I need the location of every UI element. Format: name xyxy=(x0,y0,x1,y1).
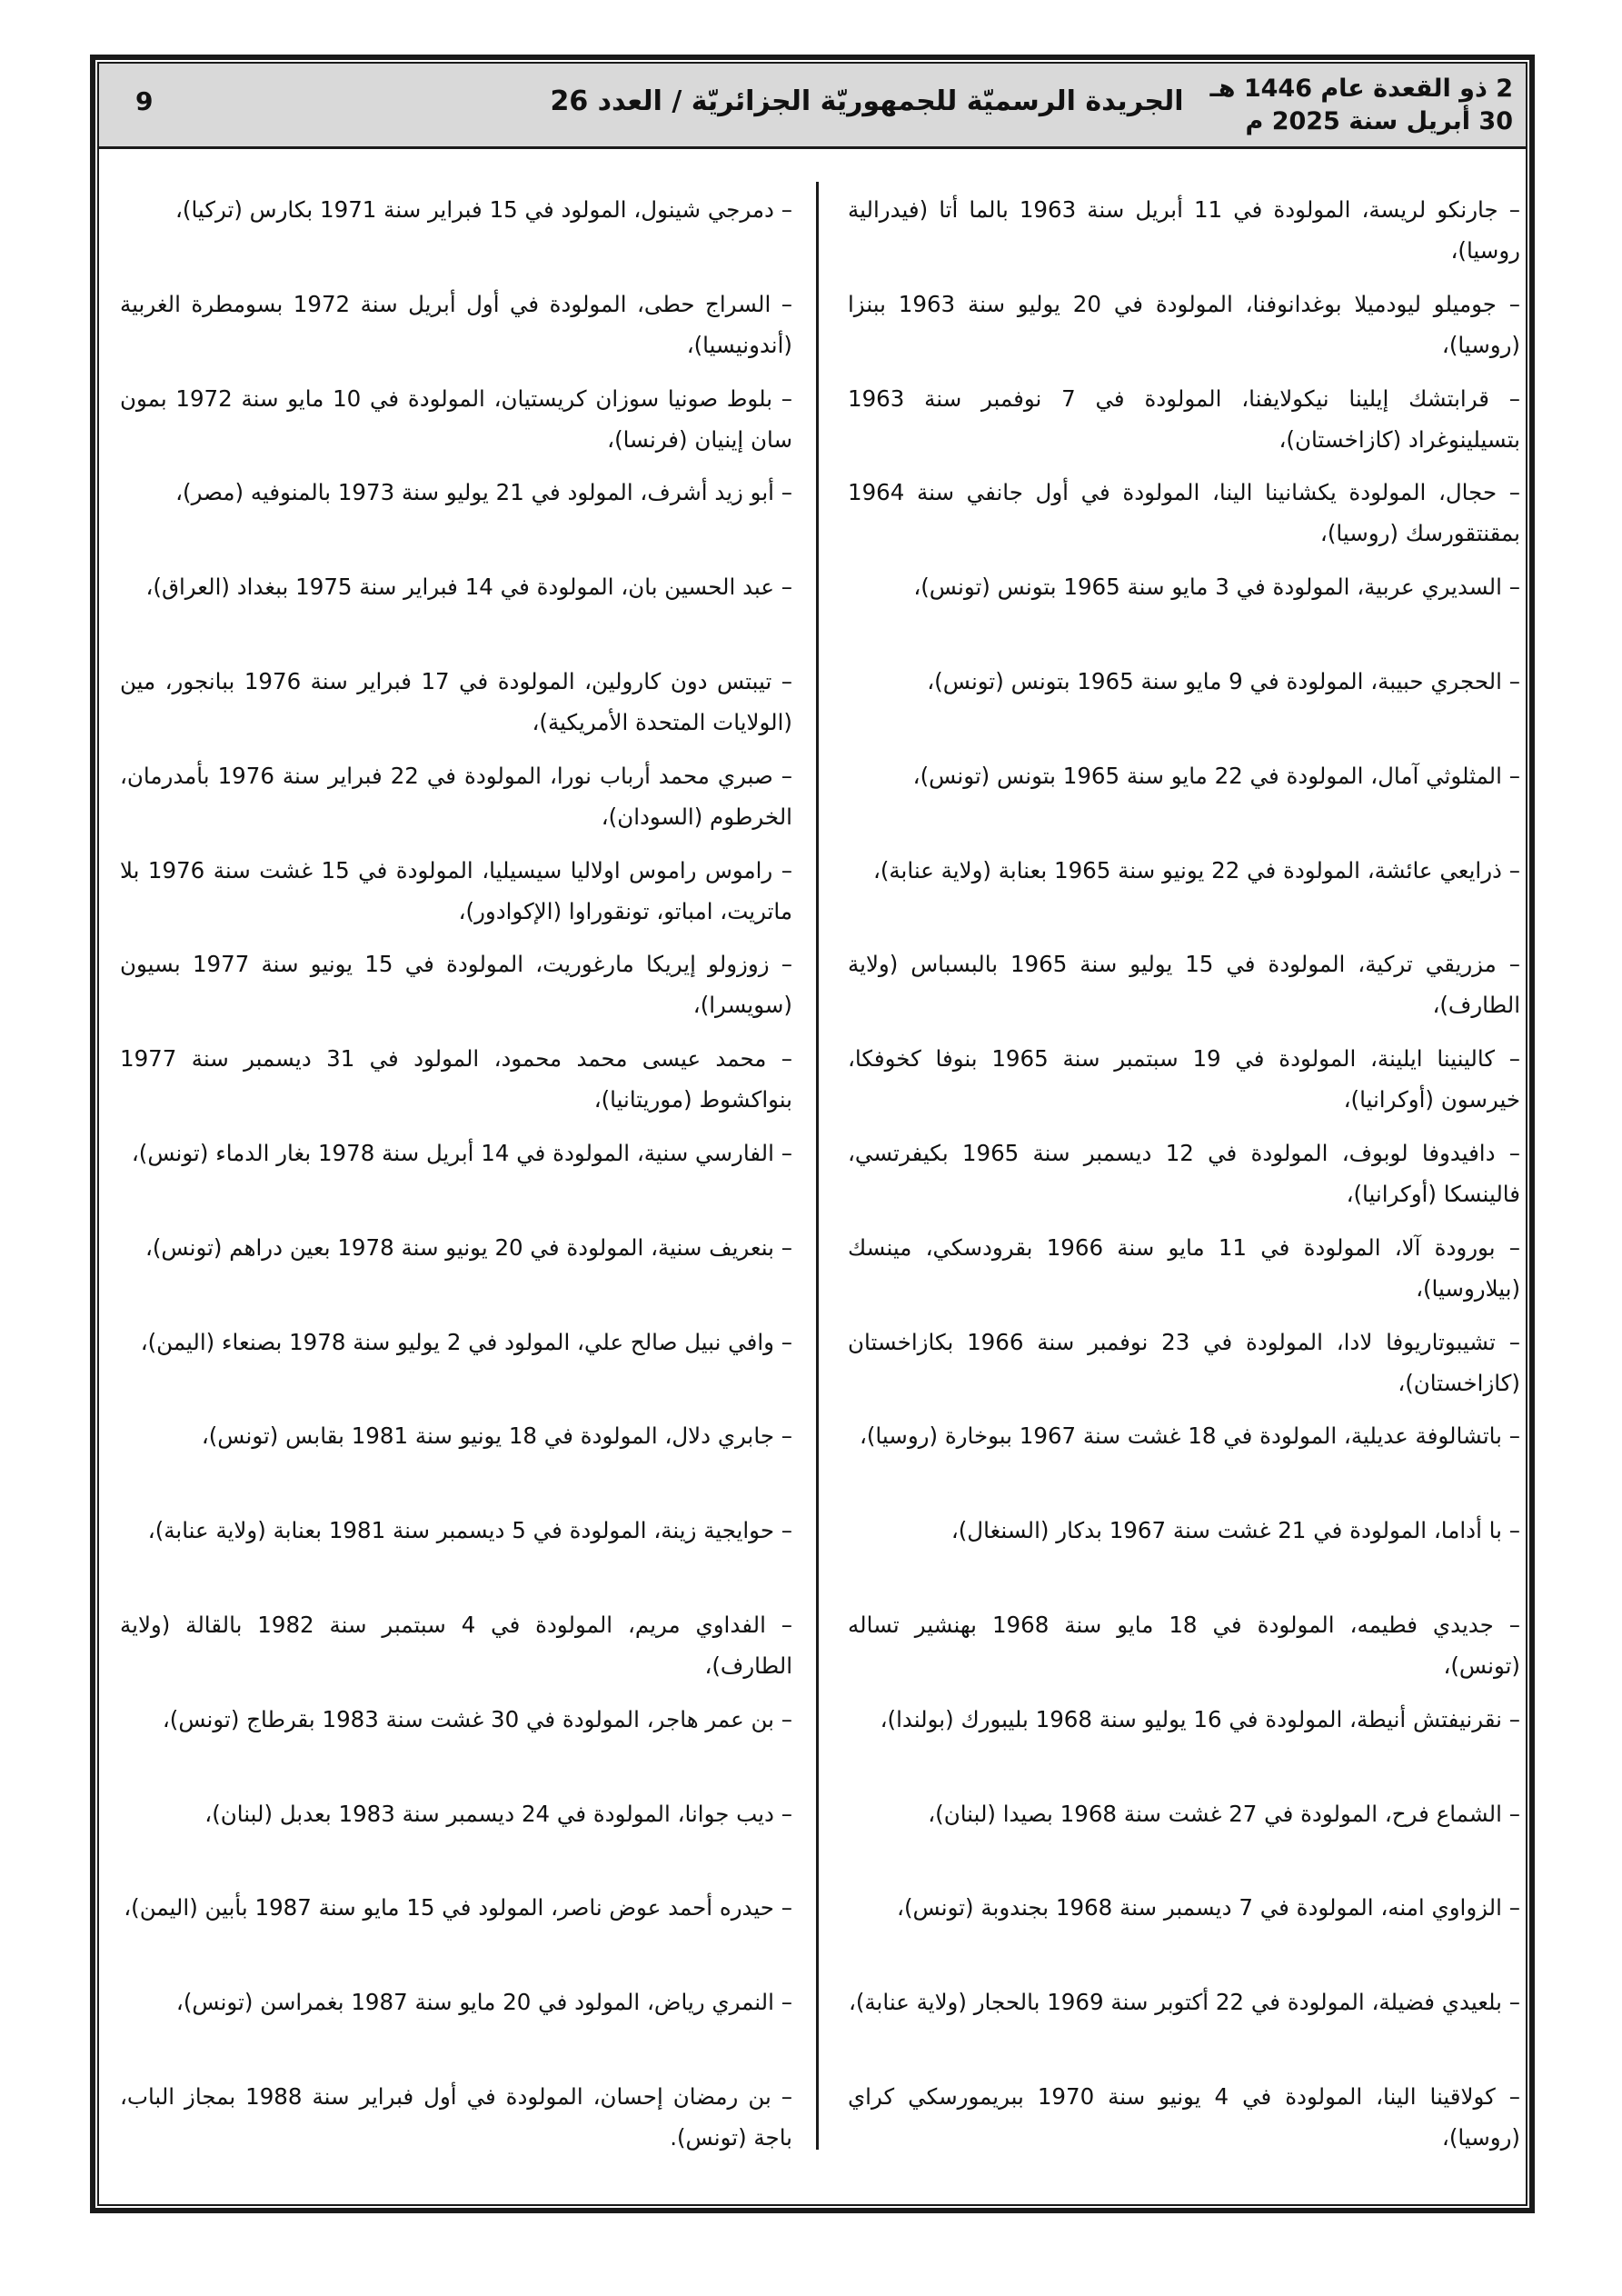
list-item: – حجال، المولودة يكشانينا الينا، المولودة في أول جانفي سنة 1964 بمقنتقورسك (روسيا)، xyxy=(848,479,1520,547)
list-item: – باتشالوفة عديلية، المولودة في 18 غشت سنة 1967 ببوخارة (روسيا)، xyxy=(859,1423,1520,1450)
list-item: – بن رمضان إحسان، المولودة في أول فبراير سنة 1988 بمجاز الباب، باجة (تونس). xyxy=(120,2082,792,2151)
list-item: – وافي نبيل صالح علي، المولود في 2 يوليو سنة 1978 بصنعاء (اليمن)، xyxy=(140,1328,792,1355)
list-item: – كولاقينا الينا، المولودة في 4 يونيو سنة 1970 ببريمورسكي كراي (روسيا)، xyxy=(848,2082,1520,2151)
page-number: 9 xyxy=(135,86,154,116)
list-item: – بلوط صونيا سوزان كريستيان، المولودة في 10 مايو سنة 1972 بمون سان إينيان (فرنسا)، xyxy=(120,384,792,453)
list-item: – النمري رياض، المولود في 20 مايو سنة 1987 بغمراسن (تونس)، xyxy=(175,1989,792,2016)
list-item: – جارنكو لريسة، المولودة في 11 أبريل سنة 1963 بالما أتا (فيدرالية روسيا)، xyxy=(848,196,1520,264)
list-item: – تيبتس دون كارولين، المولودة في 17 فبراير سنة 1976 ببانجور، مين (الولايات المتحدة الأمريكية)، xyxy=(120,667,792,735)
list-item: – الفداوي مريم، المولودة في 4 سبتمبر سنة 1982 بالقالة (ولاية الطارف)، xyxy=(120,1611,792,1679)
list-item: – الفارسي سنية، المولودة في 14 أبريل سنة 1978 بغار الدماء (تونس)، xyxy=(131,1139,792,1166)
list-item: – السراج حطى، المولودة في أول أبريل سنة 1972 بسومطرة الغربية (أندونيسيا)، xyxy=(120,290,792,358)
list-item: – الزواوي امنه، المولودة في 7 ديسمبر سنة 1968 بجندوبة (تونس)، xyxy=(897,1894,1520,1922)
header-date-hijri: 2 ذو القعدة عام 1446 هـ xyxy=(1209,75,1513,103)
list-item: – دافيدوفا لوبوف، المولودة في 12 ديسمبر سنة 1965 بكيفرتسي، فالينسكا (أوكرانيا)، xyxy=(848,1139,1520,1207)
gazette-header xyxy=(99,64,1526,149)
list-item: – الحجري حبيبة، المولودة في 9 مايو سنة 1965 بتونس (تونس)، xyxy=(927,667,1520,694)
list-item: – بلعيدي فضيلة، المولودة في 22 أكتوبر سنة 1969 بالحجار (ولاية عنابة)، xyxy=(848,1989,1520,2016)
list-item: – عبد الحسين بان، المولودة في 14 فبراير سنة 1975 ببغداد (العراق)، xyxy=(145,574,792,601)
right-column xyxy=(848,189,1520,2171)
list-item: – حيدره أحمد عوض ناصر، المولود في 15 مايو سنة 1987 بأبين (اليمن)، xyxy=(124,1894,792,1922)
list-item: – صبري محمد أرباب نورا، المولودة في 22 فبراير سنة 1976 بأمدرمان، الخرطوم (السودان)، xyxy=(120,762,792,830)
list-item: – قرابتشك إيلينا نيكولايفنا، المولودة في 7 نوفمبر سنة 1963 بتسيلينوغراد (كازاخستان)، xyxy=(848,384,1520,453)
list-item: – نقرنيفتش أنيطة، المولودة في 16 يوليو سنة 1968 بليبورك (بولندا)، xyxy=(880,1705,1520,1732)
list-item: – بورودة آلا، المولودة في 11 مايو سنة 1966 بقرودسكي، مينسك (بيلاروسيا)، xyxy=(848,1233,1520,1302)
list-item: – با أداما، المولودة في 21 غشت سنة 1967 بدكار (السنغال)، xyxy=(950,1517,1520,1544)
list-item: – جابري دلال، المولودة في 18 يونيو سنة 1981 بقابس (تونس)، xyxy=(201,1423,792,1450)
list-item: – أبو زيد أشرف، المولود في 21 يوليو سنة 1973 بالمنوفيه (مصر)، xyxy=(175,479,792,506)
list-item: – محمد عيسى محمد محمود، المولود في 31 ديسمبر سنة 1977 بنواكشوط (موريتانيا)، xyxy=(120,1045,792,1113)
list-item: – مزريقي تركية، المولودة في 15 يوليو سنة 1965 بالبسباس (ولاية الطارف)، xyxy=(848,951,1520,1019)
header-date-gregorian: 30 أبريل سنة 2025 م xyxy=(1245,107,1513,135)
list-item: – جديدي فطيمه، المولودة في 18 مايو سنة 1968 بهنشير تساله (تونس)، xyxy=(848,1611,1520,1679)
list-item: – حوايجية زينة، المولودة في 5 ديسمبر سنة 1981 بعنابة (ولاية عنابة)، xyxy=(147,1517,792,1544)
header-title: الجريدة الرسميّة للجمهوريّة الجزائريّة / العدد 26 xyxy=(550,85,1184,117)
list-item: – السديري عربية، المولودة في 3 مايو سنة 1965 بتونس (تونس)، xyxy=(913,574,1520,601)
column-divider xyxy=(816,182,819,2150)
list-item: – المثلوثي آمال، المولودة في 22 مايو سنة 1965 بتونس (تونس)، xyxy=(912,762,1520,789)
list-item: – تشيبوتاريوفا لادا، المولودة في 23 نوفمبر سنة 1966 بكازاخستان (كازاخستان)، xyxy=(848,1328,1520,1396)
left-column xyxy=(120,189,792,2171)
list-item: – زوزولو إيريكا مارغوريت، المولودة في 15 يونيو سنة 1977 بسيون (سويسرا)، xyxy=(120,951,792,1019)
list-item: – ذرايعي عائشة، المولودة في 22 يونيو سنة 1965 بعنابة (ولاية عنابة)، xyxy=(872,856,1520,883)
list-item: – دمرجي شينول، المولود في 15 فبراير سنة 1971 بكارس (تركيا)، xyxy=(175,196,792,223)
list-item: – بن عمر هاجر، المولودة في 30 غشت سنة 1983 بقرطاج (تونس)، xyxy=(162,1705,792,1732)
list-item: – كالينينا ايلينة، المولودة في 19 سبتمبر سنة 1965 بنوفا كخوفكا، خيرسون (أوكرانيا)، xyxy=(848,1045,1520,1113)
list-item: – راموس راموس اولاليا سيسيليا، المولودة في 15 غشت سنة 1976 بلا ماتريت، امباتو، تونقوراوا (الإكوادور)، xyxy=(120,856,792,924)
list-item: – بنعريف سنية، المولودة في 20 يونيو سنة 1978 بعين دراهم (تونس)، xyxy=(144,1233,792,1261)
list-item: – جوميلو ليودميلا بوغدانوفنا، المولودة في 20 يوليو سنة 1963 ببنزا (روسيا)، xyxy=(848,290,1520,358)
list-item: – ديب جوانا، المولودة في 24 ديسمبر سنة 1983 بعدبل (لبنان)، xyxy=(204,1800,792,1827)
list-item: – الشماع فرح، المولودة في 27 غشت سنة 1968 بصيدا (لبنان)، xyxy=(928,1800,1520,1827)
